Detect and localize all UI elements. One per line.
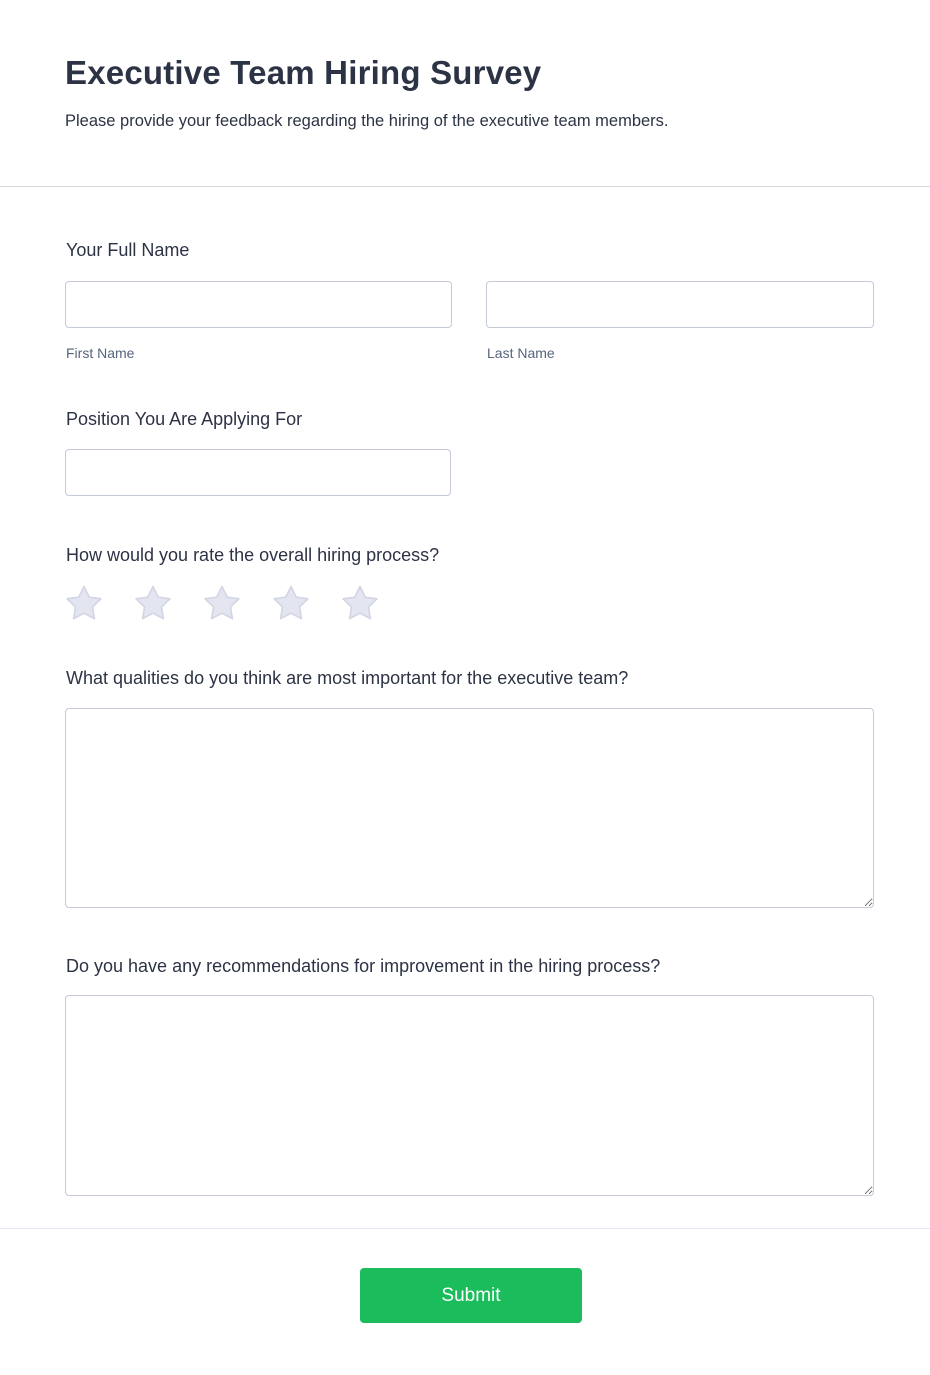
page-subtitle: Please provide your feedback regarding the hiring of the executive team members. <box>65 112 669 130</box>
page-title: Executive Team Hiring Survey <box>65 54 542 91</box>
qualities-textarea[interactable] <box>65 708 874 908</box>
rating-star-3[interactable] <box>203 584 241 622</box>
star-icon <box>203 584 241 622</box>
header-divider <box>0 186 930 187</box>
first-name-input[interactable] <box>65 281 452 328</box>
rating-star-4[interactable] <box>272 584 310 622</box>
full-name-label: Your Full Name <box>66 240 190 260</box>
star-icon <box>341 584 379 622</box>
rating-star-2[interactable] <box>134 584 172 622</box>
position-input[interactable] <box>65 449 451 496</box>
rating-label: How would you rate the overall hiring process? <box>66 545 440 565</box>
star-icon <box>134 584 172 622</box>
star-icon <box>65 584 103 622</box>
position-label: Position You Are Applying For <box>66 409 303 429</box>
footer-divider <box>0 1228 930 1229</box>
qualities-label: What qualities do you think are most important for the executive team? <box>66 668 629 688</box>
rating-stars <box>65 584 379 622</box>
rating-star-1[interactable] <box>65 584 103 622</box>
star-icon <box>272 584 310 622</box>
recommendations-label: Do you have any recommendations for improvement in the hiring process? <box>66 956 661 976</box>
submit-button[interactable]: Submit <box>360 1268 582 1323</box>
rating-star-5[interactable] <box>341 584 379 622</box>
first-name-sublabel: First Name <box>66 345 135 361</box>
recommendations-textarea[interactable] <box>65 995 874 1196</box>
last-name-input[interactable] <box>486 281 874 328</box>
last-name-sublabel: Last Name <box>487 345 555 361</box>
